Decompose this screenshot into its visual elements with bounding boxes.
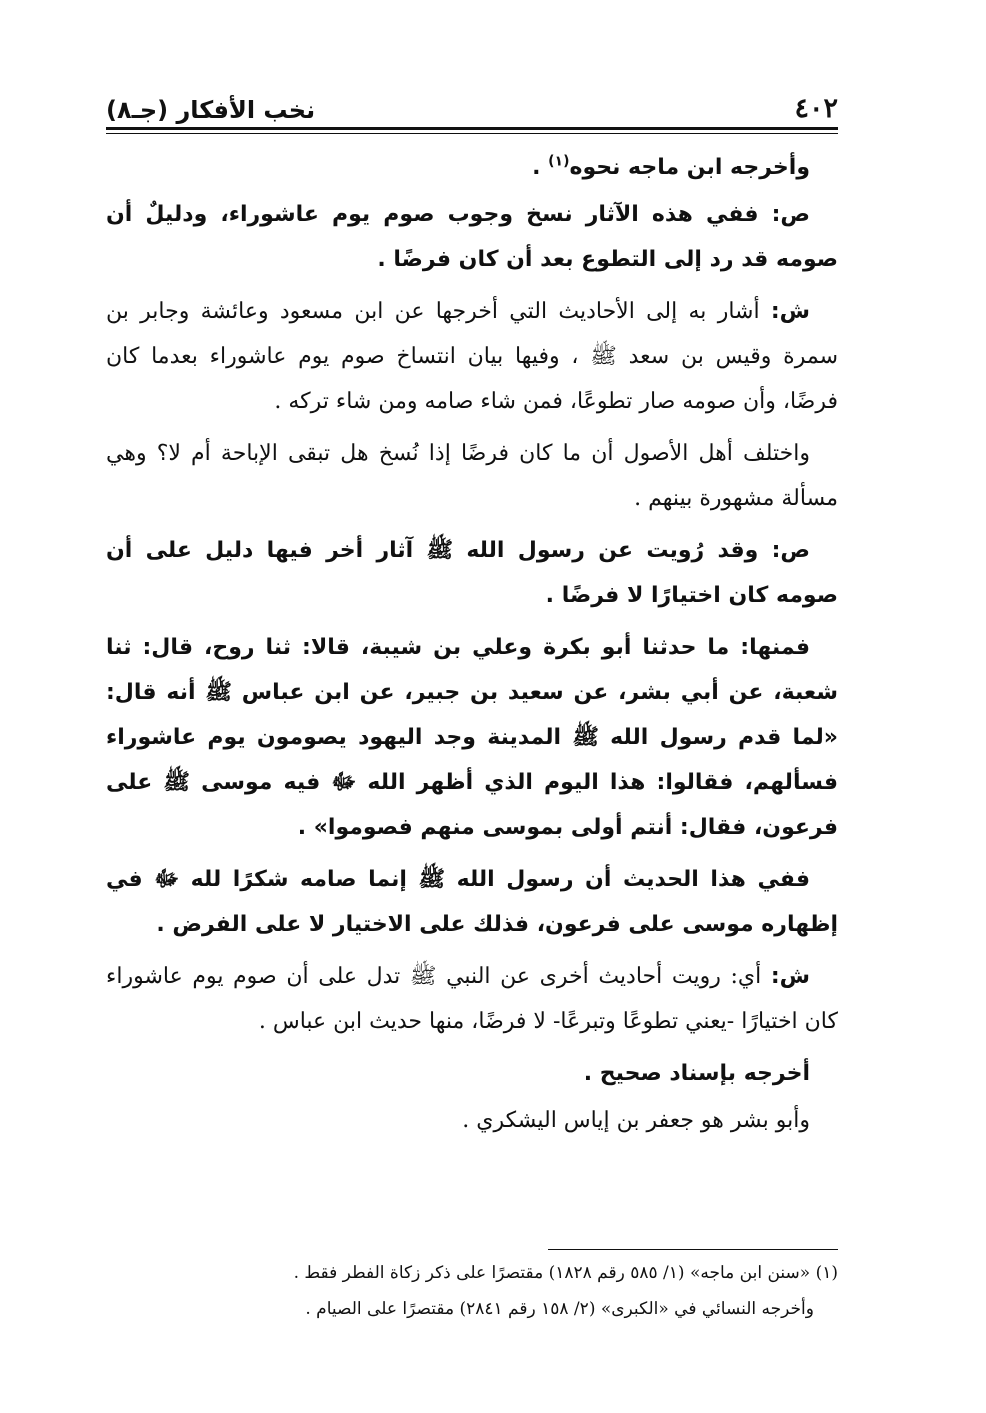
paragraph-4 <box>106 431 838 521</box>
section-marker: ص: <box>771 202 810 227</box>
paragraph-text: أشار به إلى الأحاديث التي أخرجها عن ابن مسعود وعائشة وجابر بن سمرة وقيس بن سعد ﷺ ، وفيها بيان انتساخ صوم يوم عاشوراء بعدما كان فرضًا، وأن صومه صار تطوعًا، فمن شاء صامه ومن شاء تركه . <box>106 299 838 414</box>
paragraph-2 <box>106 192 838 282</box>
running-title: نخب الأفكار (جـ٨) <box>106 96 316 124</box>
paragraph-text: وأبو بشر هو جعفر بن إياس اليشكري . <box>462 1108 810 1133</box>
footnote-rule <box>548 1249 838 1250</box>
paragraph-text: أخرجه بإسناد صحيح . <box>583 1061 810 1086</box>
paragraph-3 <box>106 289 838 424</box>
paragraph-text: فمنها: ما حدثنا أبو بكرة وعلي بن شيبة، قالا: ثنا روح، قال: ثنا شعبة، عن أبي بشر، عن سعيد بن جبير، عن ابن عباس ﷺ أنه قال: «لما قدم رسول الله ﷺ المدينة وجد اليهود يصومون يوم عاشوراء فسألهم، فقالوا: هذا اليوم الذي أظهر الله ﷻ فيه موسى ﷺ على فرعون، فقال: أنتم أولى بموسى منهم فصوموا» . <box>106 635 838 840</box>
paragraph-end: . <box>532 155 549 180</box>
paragraph-text: ففي هذا الحديث أن رسول الله ﷺ إنما صامه شكرًا لله ﷻ في إظهاره موسى على فرعون، فذلك على الاختيار لا على الفرض . <box>106 867 838 937</box>
paragraph-text: ففي هذه الآثار نسخ وجوب صوم يوم عاشوراء، ودليلٌ أن صومه قد رد إلى التطوع بعد أن كان فرضًا . <box>106 202 838 272</box>
header-rule <box>106 127 838 130</box>
paragraph-7 <box>106 857 838 947</box>
paragraph-text: وأخرجه ابن ماجه نحوه <box>569 155 810 180</box>
paragraph-6 <box>106 625 838 850</box>
footnote-1-continuation: وأخرجه النسائي في «الكبرى» (٢/ ١٥٨ رقم ٢٨٤١) مقتصرًا على الصيام . <box>305 1299 814 1319</box>
section-marker: ص: <box>771 538 810 563</box>
header-rule-thin <box>106 133 838 134</box>
paragraph-10 <box>106 1098 838 1143</box>
paragraph-8 <box>106 954 838 1044</box>
paragraph-text: أي: رويت أحاديث أخرى عن النبي ﷺ تدل على أن صوم يوم عاشوراء كان اختيارًا -يعني تطوعًا وتبرعًا- لا فرضًا، منها حديث ابن عباس . <box>106 964 838 1034</box>
footnotes <box>106 1255 838 1327</box>
commentary-marker: ش: <box>770 299 810 324</box>
footnote-1: (١) «سنن ابن ماجه» (١/ ٥٨٥ رقم ١٨٢٨) مقتصرًا على ذكر زكاة الفطر فقط . <box>293 1263 838 1283</box>
paragraph-9 <box>106 1051 838 1096</box>
paragraph-text: واختلف أهل الأصول أن ما كان فرضًا إذا نُسخ هل تبقى الإباحة أم لا؟ وهي مسألة مشهورة بينهم . <box>106 441 838 511</box>
paragraph-text: وقد رُويت عن رسول الله ﷺ آثار أخر فيها دليل على أن صومه كان اختيارًا لا فرضًا . <box>106 538 838 608</box>
page-header <box>106 78 838 122</box>
paragraph-5 <box>106 528 838 618</box>
paragraph-1 <box>106 145 838 190</box>
commentary-marker: ش: <box>770 964 810 989</box>
main-text <box>106 145 838 1150</box>
footnote-ref: (١) <box>548 153 570 170</box>
page-number: ٤٠٢ <box>794 93 838 124</box>
